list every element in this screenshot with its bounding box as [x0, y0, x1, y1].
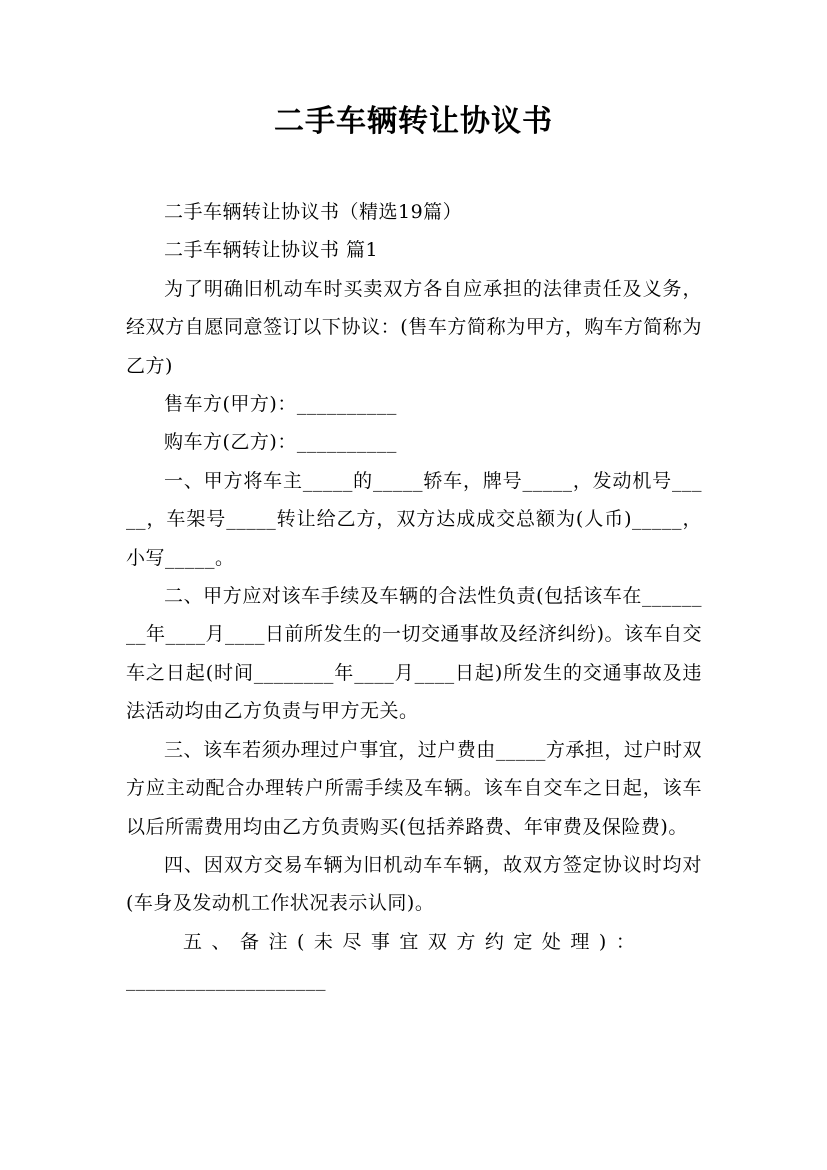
paragraph-clause-4: 四、因双方交易车辆为旧机动车车辆，故双方签定协议时均对(车身及发动机工作状况表示认同)。 — [126, 853, 702, 915]
paragraph-clause-2: 二、甲方应对该车手续及车辆的合法性负责(包括该车在________年____月____日前所发生的一切交通事故及经济纠纷)。该车自交车之日起(时间________年____月____日起)所发生的交通事故及违法活动均由乙方负责与甲方无关。 — [126, 585, 702, 723]
remarks-blank-line — [126, 961, 702, 999]
document-body — [126, 193, 702, 1000]
paragraph-intro: 为了明确旧机动车时买卖双方各自应承担的法律责任及义务，经双方自愿同意签订以下协议：(售车方简称为甲方，购车方简称为乙方) — [126, 277, 702, 377]
paragraph-clause-5: 五、备注(未尽事宜双方约定处理)： — [183, 930, 645, 953]
remarks-blank: ____________________ — [126, 969, 326, 992]
paragraph-clause-1: 一、甲方将车主_____的_____轿车，牌号_____，发动机号_____，车架号_____转让给乙方，双方达成成交总额为(人币)_____，小写_____。 — [126, 469, 702, 569]
paragraph-buyer: 购车方(乙方)：__________ — [164, 431, 397, 454]
paragraph-clause-3: 三、该车若须办理过户事宜，过户费由_____方承担，过户时双方应主动配合办理转户所需手续及车辆。该车自交车之日起，该车以后所需费用均由乙方负责购买(包括养路费、年审费及保险费)。 — [126, 738, 702, 838]
paragraph-subtitle: 二手车辆转让协议书（精选19篇） — [164, 201, 463, 223]
paragraph-section-heading: 二手车辆转让协议书 篇1 — [164, 239, 379, 262]
document-title: 二手车辆转让协议书 — [274, 104, 553, 139]
paragraph-seller: 售车方(甲方)：__________ — [164, 393, 397, 416]
